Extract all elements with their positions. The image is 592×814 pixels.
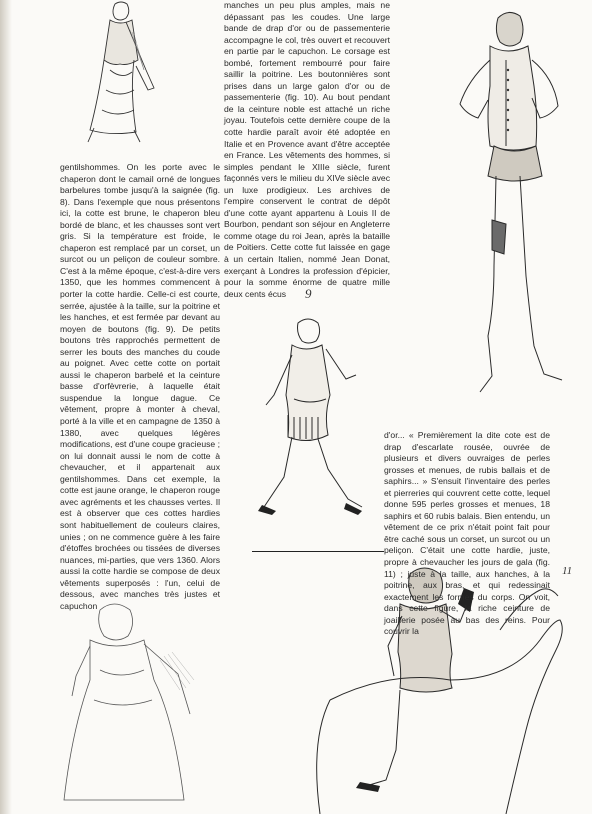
text-column-middle — [224, 0, 390, 300]
figure-8-illustration — [70, 0, 170, 150]
left-column-text: gentilshommes. On les porte avec le chaperon dont le camail orné de longues barbelures tombe jusqu'à la saignée (fig. 8). Dans l'exemple que nous présentons ici, la cotte est brune, le chaperon bleu bordé de blanc, et les chausses sont vert gris. Si la température est froide, le chaperon est remplacé par un corset, un surcot ou un peliçon de couleur sombre. C'est à la même époque, c'est-à-dire vers 1350, que les hommes commencent à porter la cotte hardie. Celle-ci est courte, serrée, ajustée à la taille, sur la poitrine et les hanches, et est fermée par devant au moyen de boutons (fig. 9). De petits boutons très rapprochés permettent de serrer les bouts des manches du coude au poignet. Avec cette cotte on portait aussi le chaperon barbelé et la ceinture basse d'orfèvrerie, à laquelle était suspendue la longue dague. Ce vêtement, propre à monter à cheval, porté à la ville et en campagne de 1350 à 1380, avec quelques légères modifications, est d'une coupe gracieuse ; on lui donnait aussi le nom de cotte à chevaucher, et il appartenait aux gentilshommes. Dans cet exemple, la cotte est jaune orange, le chaperon rouge avec agréments et les chausses vertes. Il est à observer que ces cottes hardies sont habituellement de couleurs claires, unies ; on ne commence guère à les faire d'étoffes brochées ou tissées de diverses nuances, mi-parties, que vers 1360. Alors aussi la cotte hardie se compose de deux vêtements superposés : l'un, celui de dessous, avec manches très justes et capuchon — [60, 162, 220, 611]
horizontal-rule — [252, 551, 384, 552]
middle-column-text: manches un peu plus amples, mais ne dépassant pas les coudes. Une large bande de drap d'or ou de passementerie accompagne le col, très ouvert et recouvert en partie par le capuchon. Le corsage est bombé, fortement rembourré pour faire saillir la poitrine. Les boutonnières sont prises dans un large galon d'or ou de passementerie (fig. 10). Au bout pendant de la ceinture noble est attaché un riche joyau. Toutefois cette dernière coupe de la cotte hardie paraît avoir été adoptée en Italie et en Provence avant d'être acceptée en France. Les vêtements des hommes, si simples pendant le XIIIe siècle, furent façonnés vers le milieu du XIVe siècle avec un luxe prodigieux. Les archives de l'empire conservent le contrat de dépôt d'une cotte ayant appartenu à Louis II de Bourbon, pendant son séjour en Angleterre comme otage du roi Jean, après la bataille de Poitiers. Cette cotte fut laissée en gage à un certain Italien, nommé Jean Donat, exerçant à Londres la profession d'épicier, pour la somme énorme de quatre mille deux cents écus — [224, 0, 390, 299]
text-column-right — [384, 430, 550, 638]
figure-number-9: 9 — [305, 286, 312, 301]
text-column-left — [60, 162, 220, 612]
figure-number-11: 11 — [562, 565, 573, 577]
figure-woman-illustration — [60, 590, 210, 814]
figure-10-illustration — [440, 0, 570, 400]
figure-9-illustration — [258, 315, 368, 525]
page-gutter-shadow — [0, 0, 12, 814]
right-column-text: d'or... « Premièrement la dite cote est de drap d'escarlate rousée, ouvrée de plusieurs et divers ouvraiges de perles grosses et menues, de rubis ballais et de saphirs... » S'ensuit l'inventaire des perles et pierreries qui couvrent cette cotte, lequel donne 595 perles grosses et menues, 18 saphirs et 60 rubis balais. Bien entendu, un vêtement de ce prix n'était point fait pour être caché sous un corset, un surcot ou un peliçon. C'était une cotte hardie, juste, propre à chevaucher les jours de gala (fig. 11) ; juste à la taille, aux hanches, à la poitrine, aux bras, et qui redessinait exactement les formes du corps. On voit, dans cette figure, la riche ceinture de joaillerie posée au bas des reins. Pour couvrir la — [384, 430, 550, 637]
